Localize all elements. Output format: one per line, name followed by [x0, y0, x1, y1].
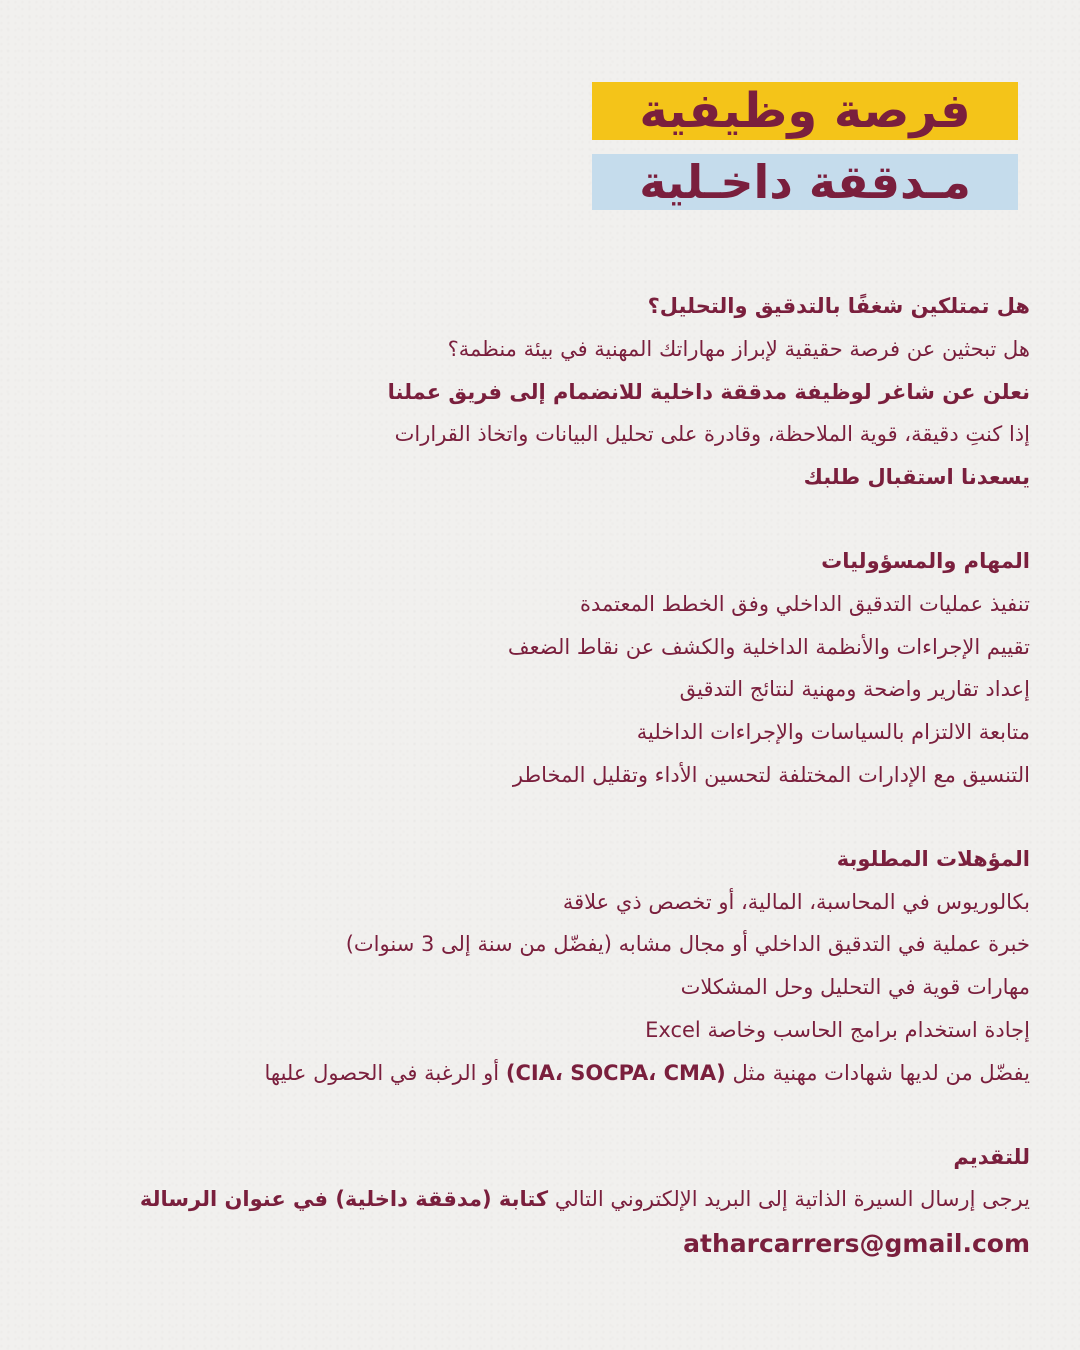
qualification-certs: [90, 1052, 1030, 1095]
duty-item: تقييم الإجراءات والأنظمة الداخلية والكشف عن نقاط الضعف: [507, 634, 1030, 659]
apply-instructions: [90, 1178, 1030, 1221]
apply-email-link[interactable]: atharcarrers@gmail.com: [683, 1229, 1030, 1259]
content: [90, 285, 1030, 1267]
qualification-item: مهارات قوية في التحليل وحل المشكلات: [680, 975, 1030, 1000]
cert-list: (CIA، SOCPA، CMA): [505, 1060, 726, 1085]
qualification-item: إجادة استخدام برامج الحاسب وخاصة Excel: [645, 1017, 1030, 1042]
spacer: [90, 1095, 1030, 1136]
duty-item: التنسيق مع الإدارات المختلفة لتحسين الأداء وتقليل المخاطر: [512, 762, 1030, 787]
cert-prefix: يفضّل من لديها شهادات مهنية مثل: [732, 1060, 1030, 1085]
duty-item: إعداد تقارير واضحة ومهنية لنتائج التدقيق: [679, 677, 1030, 702]
duties-heading: المهام والمسؤوليات: [821, 548, 1030, 573]
duty-item: تنفيذ عمليات التدقيق الداخلي وفق الخطط المعتمدة: [579, 591, 1030, 616]
qualification-item: خبرة عملية في التدقيق الداخلي أو مجال مشابه (يفضّل من سنة إلى 3 سنوات): [345, 932, 1030, 957]
apply-text: يرجى إرسال السيرة الذاتية إلى البريد الإلكتروني التالي: [554, 1187, 1030, 1212]
title-internal-auditor: مـدققة داخـلية: [592, 154, 1018, 210]
intro-question: هل تمتلكين شغفًا بالتدقيق والتحليل؟: [647, 294, 1030, 318]
duty-item: متابعة الالتزام بالسياسات والإجراءات الداخلية: [636, 720, 1030, 745]
spacer: [90, 499, 1030, 540]
intro-announcement: نعلن عن شاغر لوظيفة مدققة داخلية للانضمام إلى فريق عملنا: [387, 379, 1030, 404]
intro-line-2: إذا كنتِ دقيقة، قوية الملاحظة، وقادرة على تحليل البيانات واتخاذ القرارات: [394, 422, 1030, 447]
qualification-item: بكالوريوس في المحاسبة، المالية، أو تخصص ذي علاقة: [562, 889, 1030, 914]
apply-subject-note: كتابة (مدققة داخلية) في عنوان الرسالة: [139, 1187, 549, 1212]
intro-line-1: هل تبحثين عن فرصة حقيقية لإبراز مهاراتك المهنية في بيئة منظمة؟: [447, 336, 1030, 361]
qualifications-heading: المؤهلات المطلوبة: [836, 846, 1030, 871]
spacer: [90, 797, 1030, 838]
cert-suffix: أو الرغبة في الحصول عليها: [264, 1060, 500, 1085]
apply-heading: للتقديم: [953, 1144, 1030, 1169]
title-job-opportunity: فرصة وظيفية: [592, 82, 1018, 140]
intro-welcome: يسعدنا استقبال طلبك: [803, 465, 1030, 490]
title-block: [592, 82, 1018, 210]
